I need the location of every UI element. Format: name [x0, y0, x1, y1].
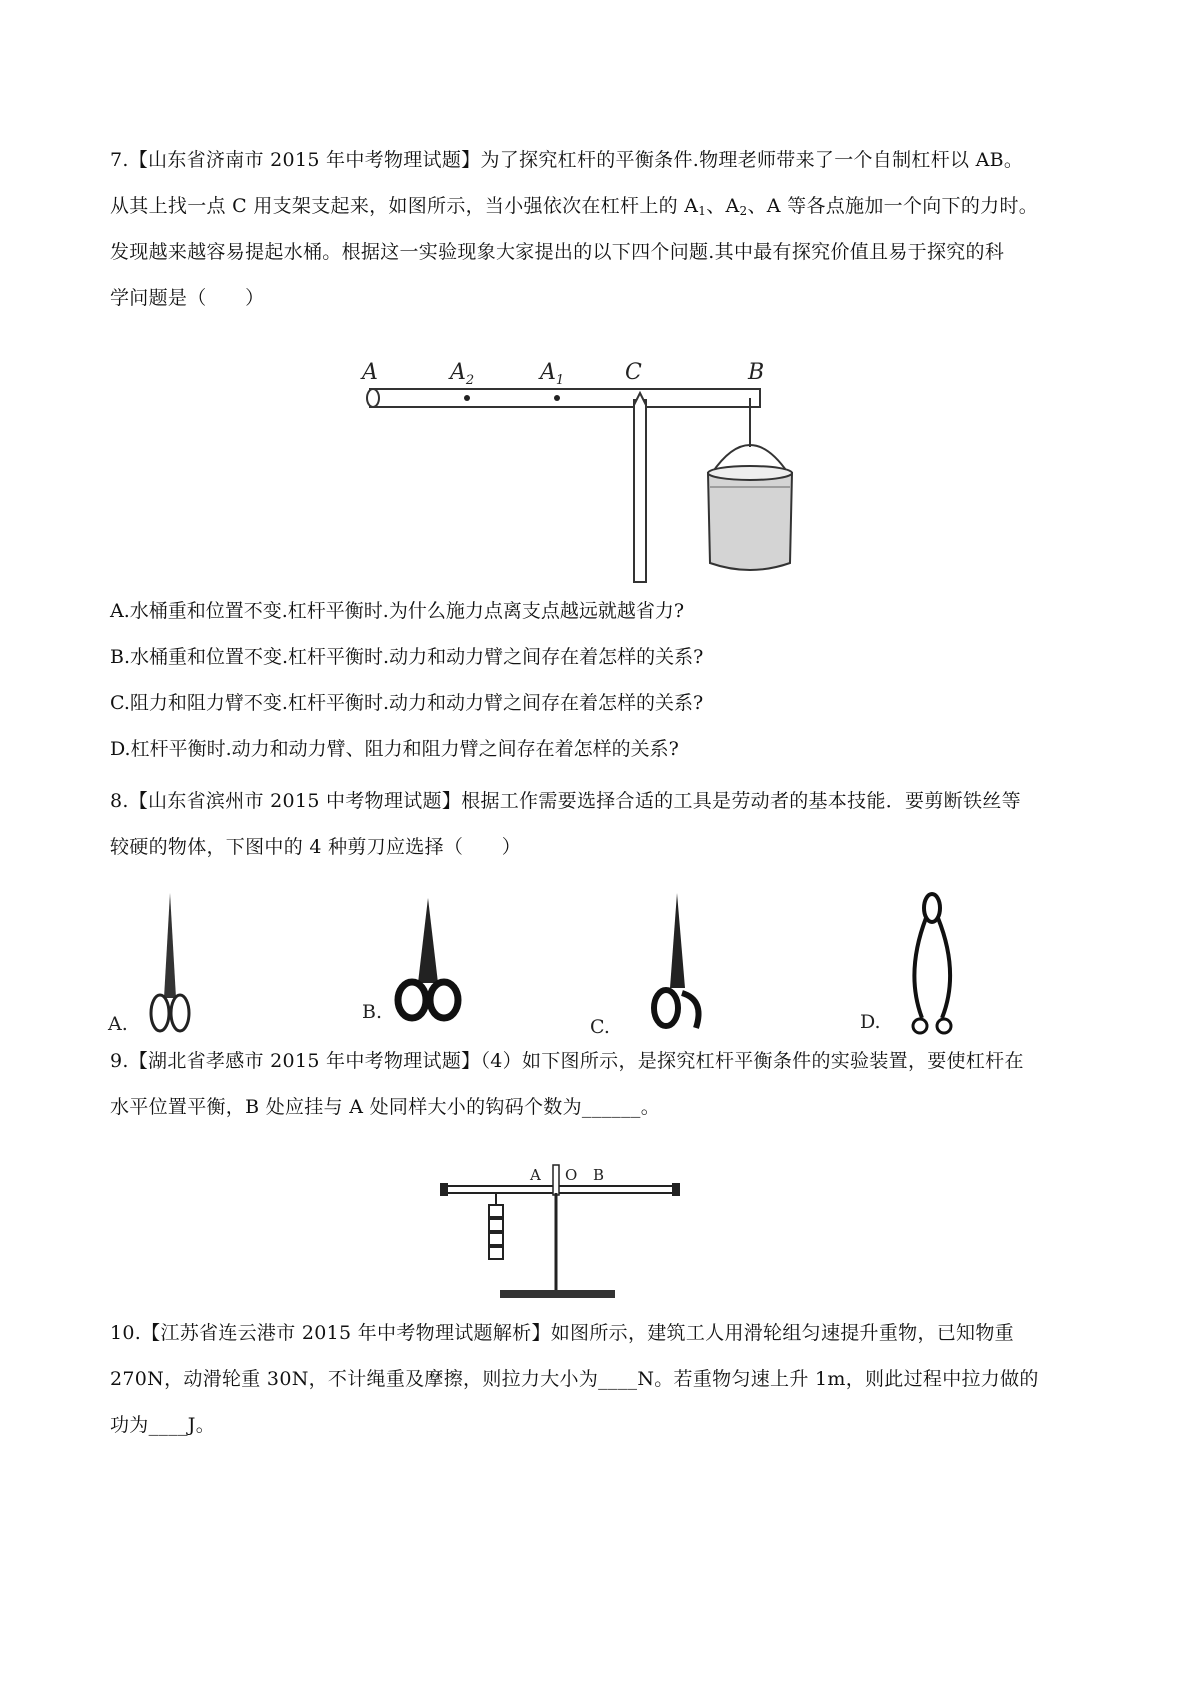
scissors-b-icon [398, 898, 458, 1018]
lever-balance-diagram [440, 1160, 740, 1305]
label-b: B [748, 360, 765, 385]
scissors-label-a: A. [108, 1013, 128, 1035]
question-7-line: 发现越来越容易提起水桶。根据这一实验现象大家提出的以下四个问题.其中最有探究价值且易于探究的科 [110, 241, 1005, 263]
scissors-label-c: C. [590, 1016, 610, 1038]
question-7-line: 学问题是（ ） [110, 287, 265, 309]
label-a: A [530, 1166, 541, 1184]
option-d: D.杠杆平衡时.动力和动力臂、阻力和阻力臂之间存在着怎样的关系? [110, 738, 679, 760]
label-a: A [362, 360, 378, 385]
support-stand [634, 400, 646, 582]
balance-nut-right [672, 1183, 680, 1196]
question-9-line: 水平位置平衡，B 处应挂与 A 处同样大小的钩码个数为______。 [110, 1096, 661, 1118]
option-b: B.水桶重和位置不变.杠杆平衡时.动力和动力臂之间存在着怎样的关系? [110, 646, 704, 668]
pivot-post [553, 1165, 559, 1195]
scissors-figure [100, 888, 1060, 1038]
scissors-c-icon [654, 893, 699, 1028]
lever-bar [445, 1186, 675, 1193]
scissors-label-d: D. [860, 1011, 881, 1033]
question-10-line: 功为____J。 [110, 1414, 216, 1436]
scissors-a-icon [151, 893, 189, 1031]
question-10-text [110, 1310, 1100, 1448]
question-10-line: 10.【江苏省连云港市 2015 年中考物理试题解析】如图所示，建筑工人用滑轮组匀速提升重物，已知物重 [110, 1322, 1014, 1344]
point-a1 [554, 395, 560, 401]
lever-bar [370, 389, 760, 407]
option-a: A.水桶重和位置不变.杠杆平衡时.为什么施力点离支点越远就越省力? [110, 600, 685, 622]
hook-weights [489, 1205, 503, 1259]
label-b: B [593, 1166, 605, 1184]
option-c: C.阻力和阻力臂不变.杠杆平衡时.动力和动力臂之间存在着怎样的关系? [110, 692, 704, 714]
label-c: C [625, 360, 642, 385]
question-8-line: 8.【山东省滨州市 2015 中考物理试题】根据工作需要选择合适的工具是劳动者的基本技能．要剪断铁丝等 [110, 790, 1021, 812]
lever-bucket-diagram [350, 355, 810, 585]
bucket-rim [708, 466, 792, 480]
question-9-line: 9.【湖北省孝感市 2015 年中考物理试题】（4）如下图所示，是探究杠杆平衡条件的实验装置，要使杠杆在 [110, 1050, 1024, 1072]
question-10-line: 270N，动滑轮重 30N，不计绳重及摩擦，则拉力大小为____N。若重物匀速上升 1m，则此过程中拉力做的 [110, 1368, 1039, 1390]
label-o: O [565, 1166, 578, 1184]
question-8-line: 较硬的物体，下图中的 4 种剪刀应选择（ ） [110, 836, 522, 858]
stand-base [500, 1290, 615, 1298]
scissors-d-icon [913, 894, 951, 1033]
label-a1: $A_1$ [540, 360, 565, 388]
question-7-line: 从其上找一点 C 用支架支起来，如图所示，当小强依次在杠杆上的 $A_1$、$A_2$、A 等各点施加一个向下的力时。 [110, 195, 1039, 218]
question-8-text [110, 778, 1100, 870]
question-9-text [110, 1038, 1100, 1130]
bucket [708, 473, 792, 570]
point-a2 [464, 395, 470, 401]
question-7-text [110, 137, 1100, 321]
scissors-label-b: B. [362, 1001, 383, 1023]
label-a2: $A_2$ [450, 360, 475, 388]
question-7-line: 7.【山东省济南市 2015 年中考物理试题】为了探究杠杆的平衡条件.物理老师带来了一个自制杠杆以 AB。 [110, 149, 1024, 171]
balance-nut-left [440, 1183, 448, 1196]
lever-end [367, 389, 379, 407]
